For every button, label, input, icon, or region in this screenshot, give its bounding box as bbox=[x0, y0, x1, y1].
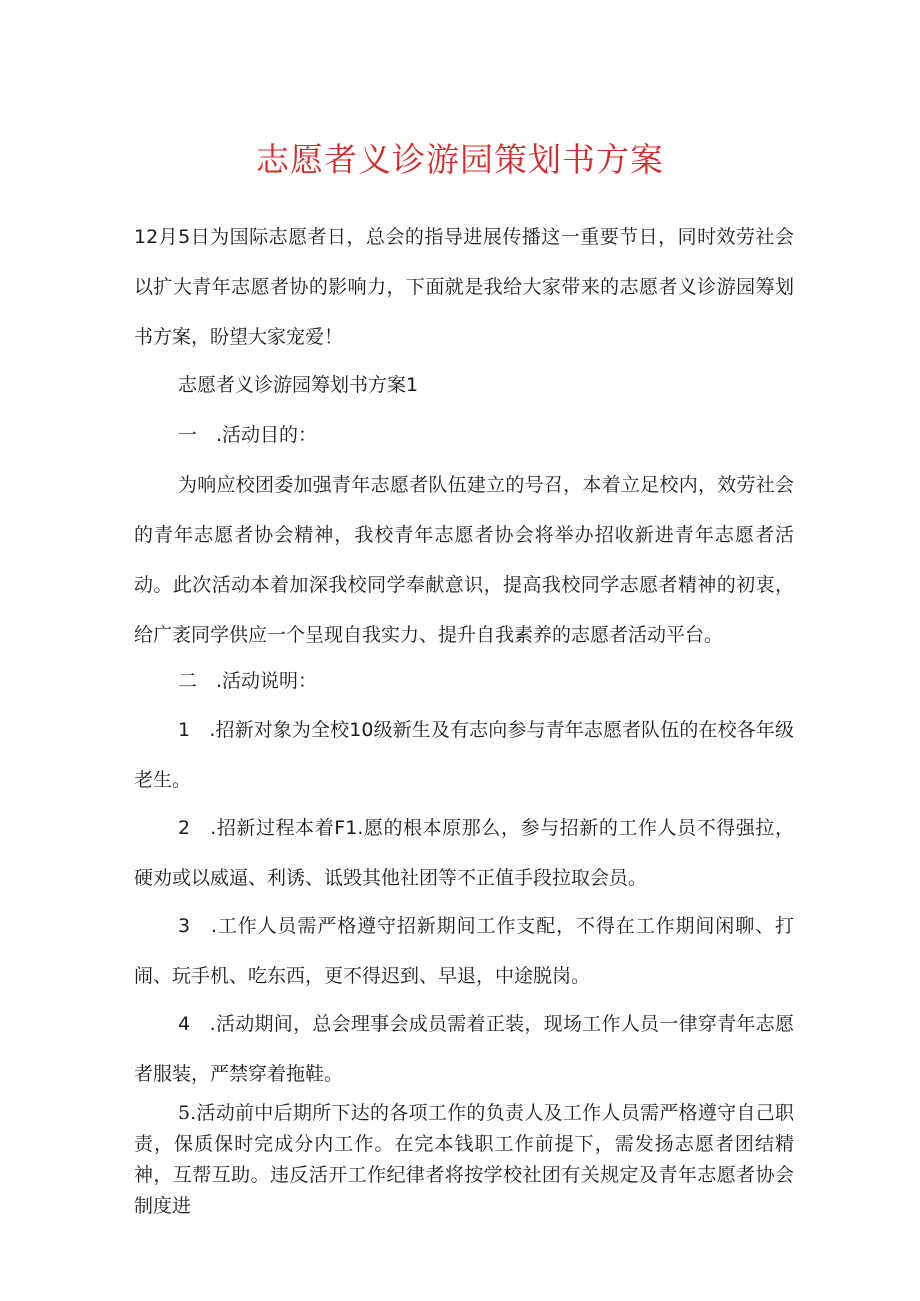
list-item-4: 4 .活动期间，总会理事会成员需着正装，现场工作人员一律穿青年志愿者服装，严禁穿着拖鞋。 bbox=[134, 1013, 794, 1085]
section-heading-purpose: 一 .活动目的： bbox=[178, 424, 318, 446]
list-item-3: 3 .工作人员需严格遵守招新期间工作支配，不得在工作期间闲聊、打闹、玩手机、吃东西，更不得迟到、早退，中途脱岗。 bbox=[134, 915, 794, 987]
list-item-5: 5.活动前中后期所下达的各项工作的负责人及工作人员需严格遵守自己职责，保质保时完成分内工作。在完本钱职工作前提下，需发扬志愿者团结精神，互帮互助。违反活开工作纪律者将按学校社团有关规定及青年志愿者协会制度进 bbox=[134, 1102, 794, 1217]
intro-paragraph: 12月5日为国际志愿者日，总会的指导进展传播这一重要节日，同时效劳社会以扩大青年志愿者协的影响力，下面就是我给大家带来的志愿者义诊游园筹划书方案，盼望大家宠爱！ bbox=[134, 226, 794, 348]
purpose-paragraph: 为响应校团委加强青年志愿者队伍建立的号召，本着立足校内，效劳社会的青年志愿者协会精神，我校青年志愿者协会将举办招收新进青年志愿者活动。此次活动本着加深我校同学奉献意识，提高我校同学志愿者精神的初衷，给广袤同学供应一个呈现自我实力、提升自我素养的志愿者活动平台。 bbox=[134, 474, 794, 646]
document-title: 志愿者义诊游园策划书方案 bbox=[256, 140, 664, 179]
list-item-1: 1 .招新对象为全校10级新生及有志向参与青年志愿者队伍的在校各年级老生。 bbox=[134, 719, 794, 791]
list-item-2: 2 .招新过程本着F1.愿的根本原那么，参与招新的工作人员不得强拉，硬劝或以威逼、利诱、诋毁其他社团等不正值手段拉取会员。 bbox=[134, 817, 794, 889]
plan-subtitle: 志愿者义诊游园筹划书方案1 bbox=[178, 374, 419, 396]
section-heading-description: 二 .活动说明： bbox=[178, 670, 318, 692]
